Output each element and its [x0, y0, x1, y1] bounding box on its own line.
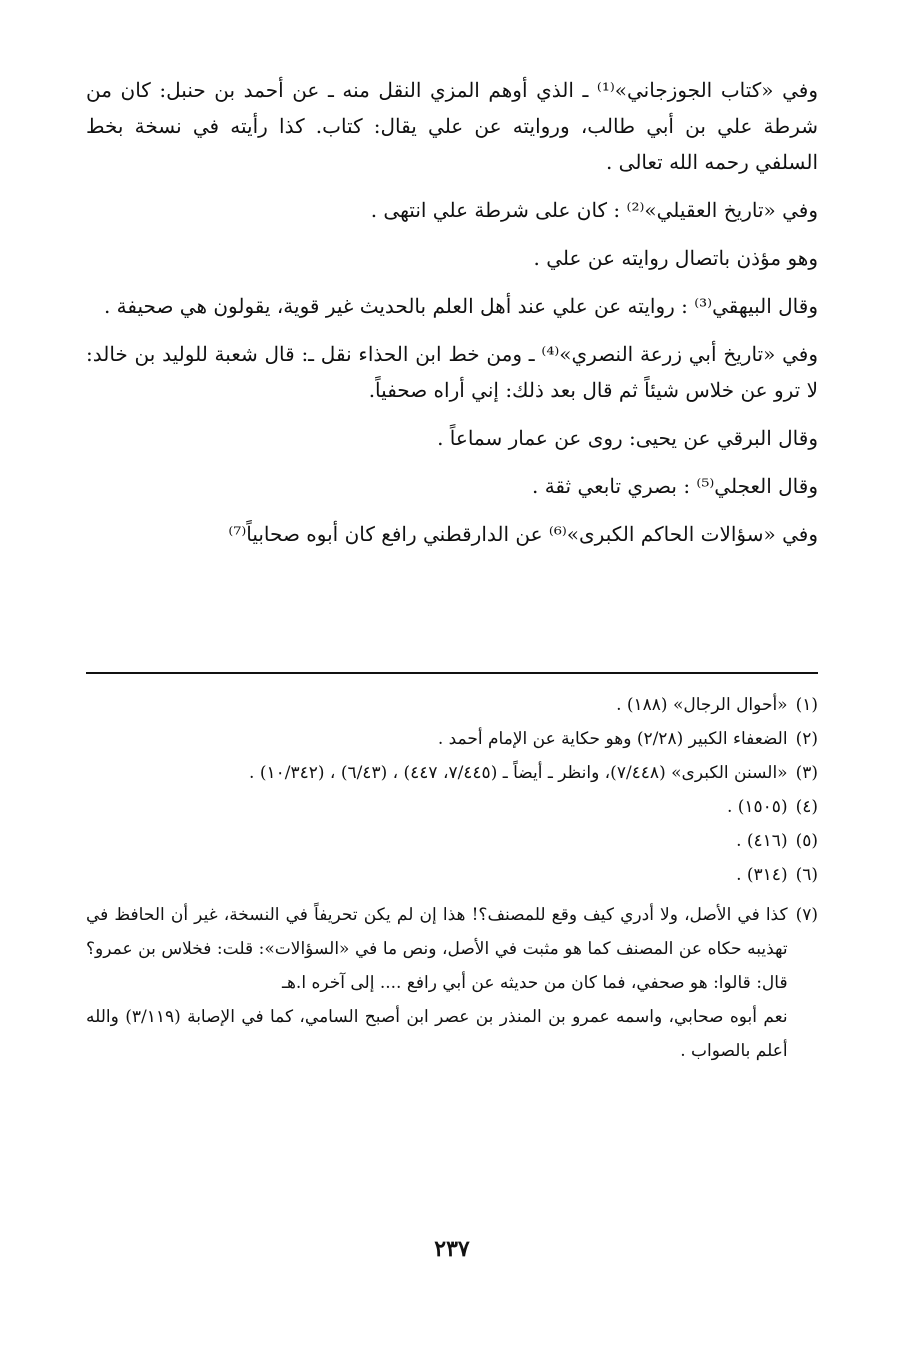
footnote-divider: [86, 672, 818, 674]
footnote-text: نعم أبوه صحابي، واسمه عمرو بن المنذر بن عصر ابن أصبح السامي، كما في الإصابة (٣/١١٩) والله أعلم بالصواب .: [86, 1007, 788, 1061]
footnote: [86, 756, 818, 790]
main-text: [86, 72, 818, 564]
page-number: ٢٣٧: [434, 1236, 470, 1262]
main-paragraph: وقال العجلي⁽⁵⁾ : بصري تابعي ثقة .: [531, 474, 818, 498]
footnote-number: (٥): [795, 831, 818, 851]
footnote-text: (٤١٦) .: [736, 831, 788, 851]
footnote: [86, 688, 818, 722]
main-paragraph: وهو مؤذن باتصال روايته عن علي .: [533, 246, 818, 270]
footnote-number: (١): [795, 695, 818, 715]
footnote-number: (٤): [795, 797, 818, 817]
main-paragraph: وفي «سؤالات الحاكم الكبرى»⁽⁶⁾ عن الدارقطني رافع كان أبوه صحابياً⁽⁷⁾: [228, 522, 818, 546]
main-paragraph: وقال البيهقي⁽³⁾ : روايته عن علي عند أهل العلم بالحديث غير قوية، يقولون هي صحيفة .: [103, 294, 818, 318]
main-paragraph: وقال البرقي عن يحيى: روى عن عمار سماعاً .: [437, 426, 818, 450]
footnote-number: (٦): [795, 865, 818, 885]
footnotes: [86, 688, 818, 1068]
footnote-text: «أحوال الرجال» (١٨٨) .: [616, 695, 788, 715]
footnote-text: (٣١٤) .: [736, 865, 788, 885]
footnote: [86, 790, 818, 824]
footnote-text: «السنن الكبرى» (٧/٤٤٨)، وانظر ـ أيضاً ـ (٧/٤٤٥، ٤٤٧) ، (٦/٤٣) ، (١٠/٣٤٢) .: [249, 763, 788, 783]
main-paragraph: وفي «تاريخ العقيلي»⁽²⁾ : كان على شرطة علي انتهى .: [370, 198, 818, 222]
footnote: [86, 722, 818, 756]
footnote: [86, 824, 818, 858]
footnote-text: كذا في الأصل، ولا أدري كيف وقع للمصنف؟! هذا إن لم يكن تحريفاً في النسخة، غير أن الحافظ في تهذيبه حكاه عن المصنف كما هو مثبت في الأصل، ونص ما في «السؤالات»: قلت: فخلاس بن عمرو؟ قال: قالوا: هو صحفي، فما كان من حديثه عن أبي رافع .... إلى آخره ا.هـ: [86, 905, 788, 993]
main-paragraph: وفي «كتاب الجوزجاني»⁽¹⁾ ـ الذي أوهم المزي النقل منه ـ عن أحمد بن حنبل: كان من شرطة علي بن أبي طالب، وروايته عن علي يقال: كتاب. كذا رأيته في نسخة بخط السلفي رحمه الله تعالى .: [86, 78, 818, 174]
footnote-number: (٧): [795, 905, 818, 925]
main-paragraph: وفي «تاريخ أبي زرعة النصري»⁽⁴⁾ ـ ومن خط ابن الحذاء نقل ـ: قال شعبة للوليد بن خالد: لا ترو عن خلاس شيئاً ثم قال بعد ذلك: إني أراه صحفياً.: [86, 342, 819, 402]
footnote-number: (٣): [795, 763, 818, 783]
footnote: [86, 858, 818, 892]
footnote: [86, 898, 818, 1068]
footnote-number: (٢): [795, 729, 818, 749]
footnote-text: (١٥٠٥) .: [726, 797, 788, 817]
footnote-text: الضعفاء الكبير (٢/٢٨) وهو حكاية عن الإمام أحمد .: [437, 729, 788, 749]
